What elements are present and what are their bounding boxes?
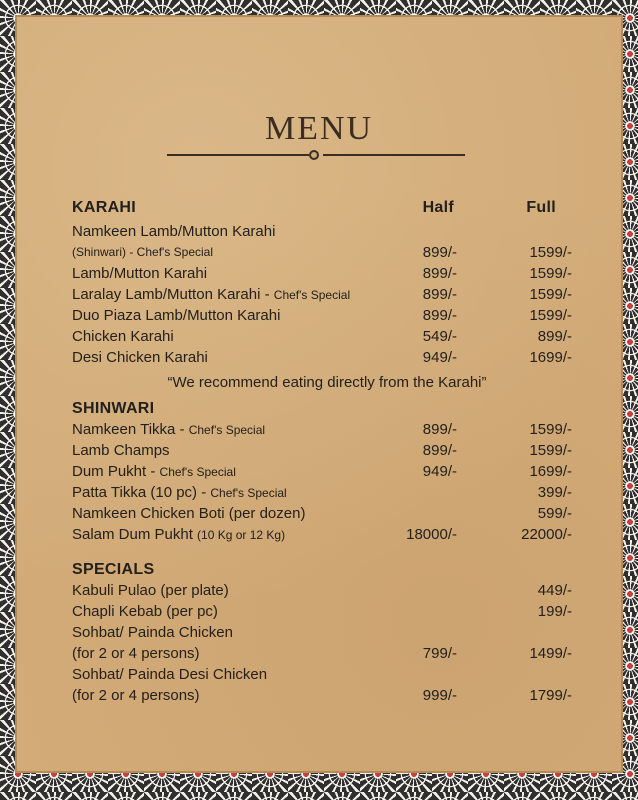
menu-item: [72, 580, 572, 601]
item-price-half: 899/-: [422, 442, 457, 459]
section-title-shinwari: SHINWARI: [72, 400, 155, 417]
item-price-half: 949/-: [422, 463, 457, 480]
item-name: (Shinwari) - Chef's Special: [72, 245, 214, 259]
menu-item: [72, 622, 572, 643]
item-name: Sohbat/ Painda Desi Chicken: [72, 666, 268, 683]
menu-panel: [15, 15, 623, 773]
karahi-recommendation-quote: “We recommend eating directly from the Karahi”: [167, 374, 487, 391]
menu-item: [72, 503, 572, 524]
menu-item: [72, 643, 572, 664]
item-name-text: Dum Pukht -: [72, 463, 160, 480]
column-header-full: Full: [526, 199, 556, 216]
menu-item: [72, 221, 572, 242]
item-price-half: 549/-: [422, 328, 457, 345]
item-name: Desi Chicken Karahi: [72, 349, 208, 366]
item-name: [72, 524, 285, 546]
chef-special-note: Chef's Special: [159, 465, 236, 479]
item-price-full: 1699/-: [529, 349, 572, 366]
title-rule-ornament: [309, 150, 319, 160]
menu-title: MENU: [264, 110, 374, 147]
item-price-half: 899/-: [422, 307, 457, 324]
item-price-full: 1499/-: [529, 645, 572, 662]
menu-item: [72, 347, 572, 368]
menu-item: [72, 461, 572, 482]
chef-special-note: Chef's Special: [273, 288, 351, 302]
item-name: [72, 284, 350, 306]
section-title-karahi: KARAHI: [72, 199, 137, 216]
item-name: [72, 482, 287, 504]
title-rule-left: [167, 154, 309, 156]
item-price-half: 799/-: [422, 645, 457, 662]
item-price-full: 899/-: [537, 328, 572, 345]
item-name: Lamb/Mutton Karahi: [72, 265, 208, 282]
menu-item: [72, 419, 572, 440]
menu-item: [72, 242, 572, 263]
item-price-full: 22000/-: [521, 526, 572, 543]
menu-item: [72, 305, 572, 326]
item-name: [72, 461, 236, 483]
weight-note: (10 Kg or 12 Kg): [197, 528, 286, 542]
item-name: Duo Piaza Lamb/Mutton Karahi: [72, 307, 281, 324]
menu-item: [72, 685, 572, 706]
item-price-full: 1599/-: [529, 286, 572, 303]
item-name: Chicken Karahi: [72, 328, 174, 345]
section-header-shinwari: [72, 398, 572, 419]
item-name: Namkeen Chicken Boti (per dozen): [72, 505, 306, 522]
section-header-karahi: [72, 197, 572, 218]
item-name-text: Salam Dum Pukht: [72, 526, 198, 543]
menu-item: [72, 601, 572, 622]
item-price-full: 199/-: [537, 603, 572, 620]
item-name: Namkeen Lamb/Mutton Karahi: [72, 223, 276, 240]
chef-special-note: Chef's Special: [210, 486, 287, 500]
item-price-half: 899/-: [422, 421, 457, 438]
item-name-text: Laralay Lamb/Mutton Karahi -: [72, 286, 274, 303]
menu-item: [72, 482, 572, 503]
item-price-full: 1599/-: [529, 421, 572, 438]
item-name: [72, 419, 265, 441]
item-name-text: Namkeen Tikka -: [72, 421, 189, 438]
menu-content: [72, 197, 572, 706]
item-price-half: 18000/-: [406, 526, 457, 543]
chef-special-note: Chef's Special: [188, 423, 266, 437]
item-price-half: 899/-: [422, 244, 457, 261]
item-name: Kabuli Pulao (per plate): [72, 582, 229, 599]
item-price-half: 899/-: [422, 286, 457, 303]
item-price-full: 449/-: [537, 582, 572, 599]
menu-item: [72, 263, 572, 284]
section-title-specials: SPECIALS: [72, 561, 155, 578]
item-price-full: 1599/-: [529, 265, 572, 282]
title-rule-right: [323, 154, 465, 156]
menu-item: [72, 440, 572, 461]
menu-item: [72, 664, 572, 685]
item-price-half: 999/-: [422, 687, 457, 704]
item-price-half: 899/-: [422, 265, 457, 282]
item-price-full: 599/-: [537, 505, 572, 522]
item-name: Sohbat/ Painda Chicken: [72, 624, 233, 641]
item-price-full: 399/-: [537, 484, 572, 501]
menu-item: [72, 326, 572, 347]
section-header-specials: [72, 559, 572, 580]
column-header-half: Half: [422, 199, 454, 216]
item-price-full: 1799/-: [529, 687, 572, 704]
item-name-text: Patta Tikka (10 pc) -: [72, 484, 211, 501]
menu-item: [72, 524, 572, 545]
menu-item: [72, 284, 572, 305]
item-name: (for 2 or 4 persons): [72, 687, 200, 704]
item-price-half: 949/-: [422, 349, 457, 366]
item-price-full: 1599/-: [529, 307, 572, 324]
item-price-full: 1699/-: [529, 463, 572, 480]
item-name: Chapli Kebab (per pc): [72, 603, 218, 620]
item-name: Lamb Champs: [72, 442, 170, 459]
item-price-full: 1599/-: [529, 442, 572, 459]
item-name: (for 2 or 4 persons): [72, 645, 200, 662]
item-price-full: 1599/-: [529, 244, 572, 261]
